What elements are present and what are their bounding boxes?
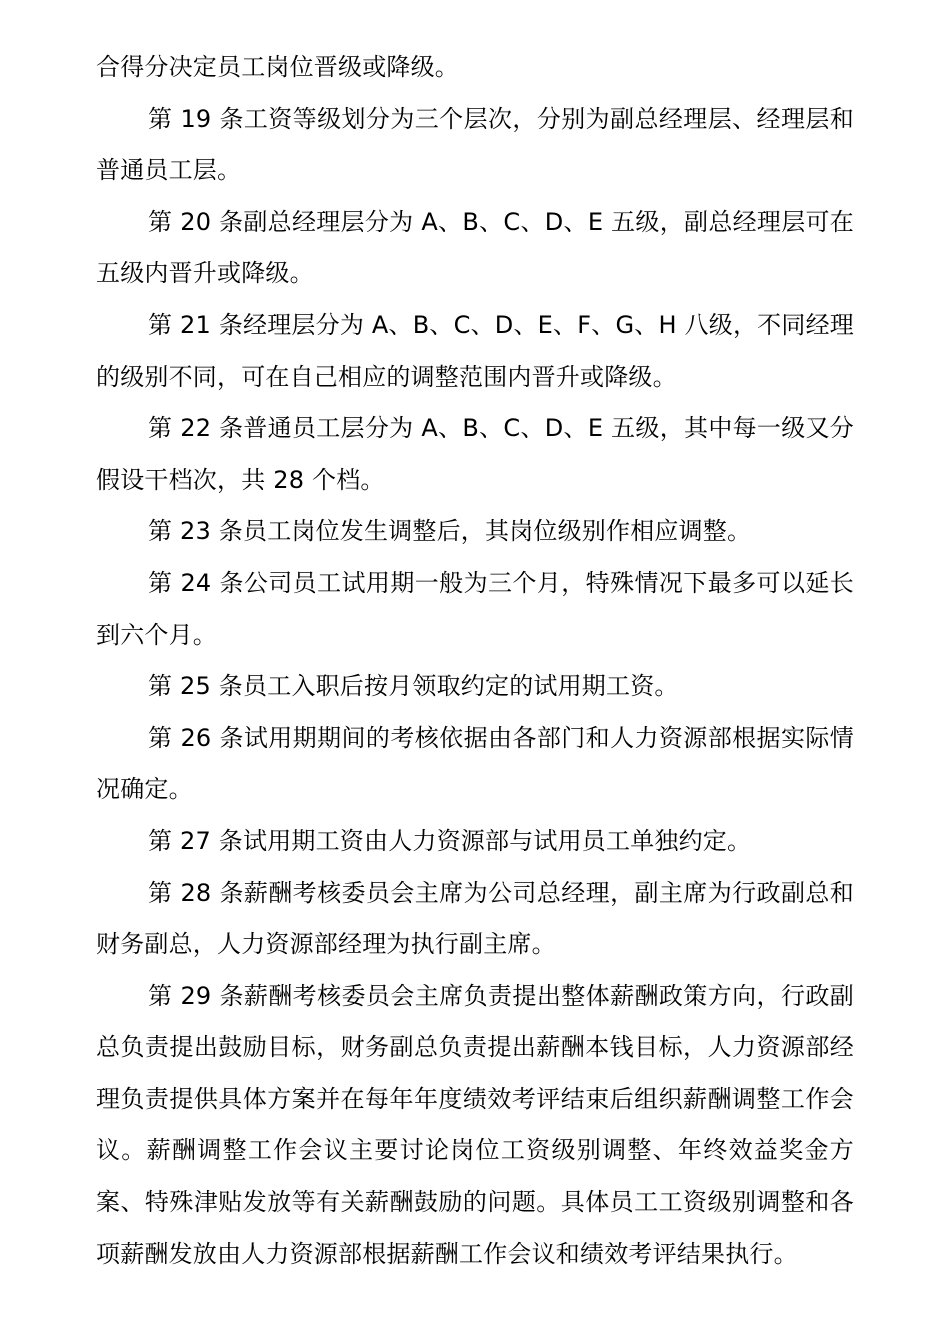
document-body [96, 42, 854, 1280]
article-20: 第 20 条副总经理层分为 A、B、C、D、E 五级，副总经理层可在五级内晋升或降级。 [96, 207, 854, 288]
article-24: 第 24 条公司员工试用期一般为三个月，特殊情况下最多可以延长到六个月。 [96, 568, 854, 649]
article-23: 第 23 条员工岗位发生调整后，其岗位级别作相应调整。 [148, 517, 752, 546]
article-21: 第 21 条经理层分为 A、B、C、D、E、F、G、H 八级，不同经理的级别不同，可在自己相应的调整范围内晋升或降级。 [96, 310, 854, 391]
paragraph-continuation: 合得分决定员工岗位晋级或降级。 [96, 53, 459, 81]
article-28: 第 28 条薪酬考核委员会主席为公司总经理，副主席为行政副总和财务副总，人力资源部经理为执行副主席。 [96, 878, 854, 959]
article-27: 第 27 条试用期工资由人力资源部与试用员工单独约定。 [148, 826, 752, 855]
article-25: 第 25 条员工入职后按月领取约定的试用期工资。 [148, 672, 679, 701]
article-26: 第 26 条试用期期间的考核依据由各部门和人力资源部根据实际情况确定。 [96, 723, 854, 804]
article-22: 第 22 条普通员工层分为 A、B、C、D、E 五级，其中每一级又分假设干档次，共 28 个档。 [96, 414, 854, 494]
article-29: 第 29 条薪酬考核委员会主席负责提出整体薪酬政策方向，行政副总负责提出鼓励目标，财务副总负责提出薪酬本钱目标，人力资源部经理负责提供具体方案并在每年年度绩效考评结束后组织薪酬调整工作会议。薪酬调整工作会议主要讨论岗位工资级别调整、年终效益奖金方案、特殊津贴发放等有关薪酬鼓励的问题。具体员工工资级别调整和各项薪酬发放由人力资源部根据薪酬工作会议和绩效考评结果执行。 [96, 981, 854, 1268]
article-19: 第 19 条工资等级划分为三个层次，分别为副总经理层、经理层和普通员工层。 [96, 104, 854, 185]
